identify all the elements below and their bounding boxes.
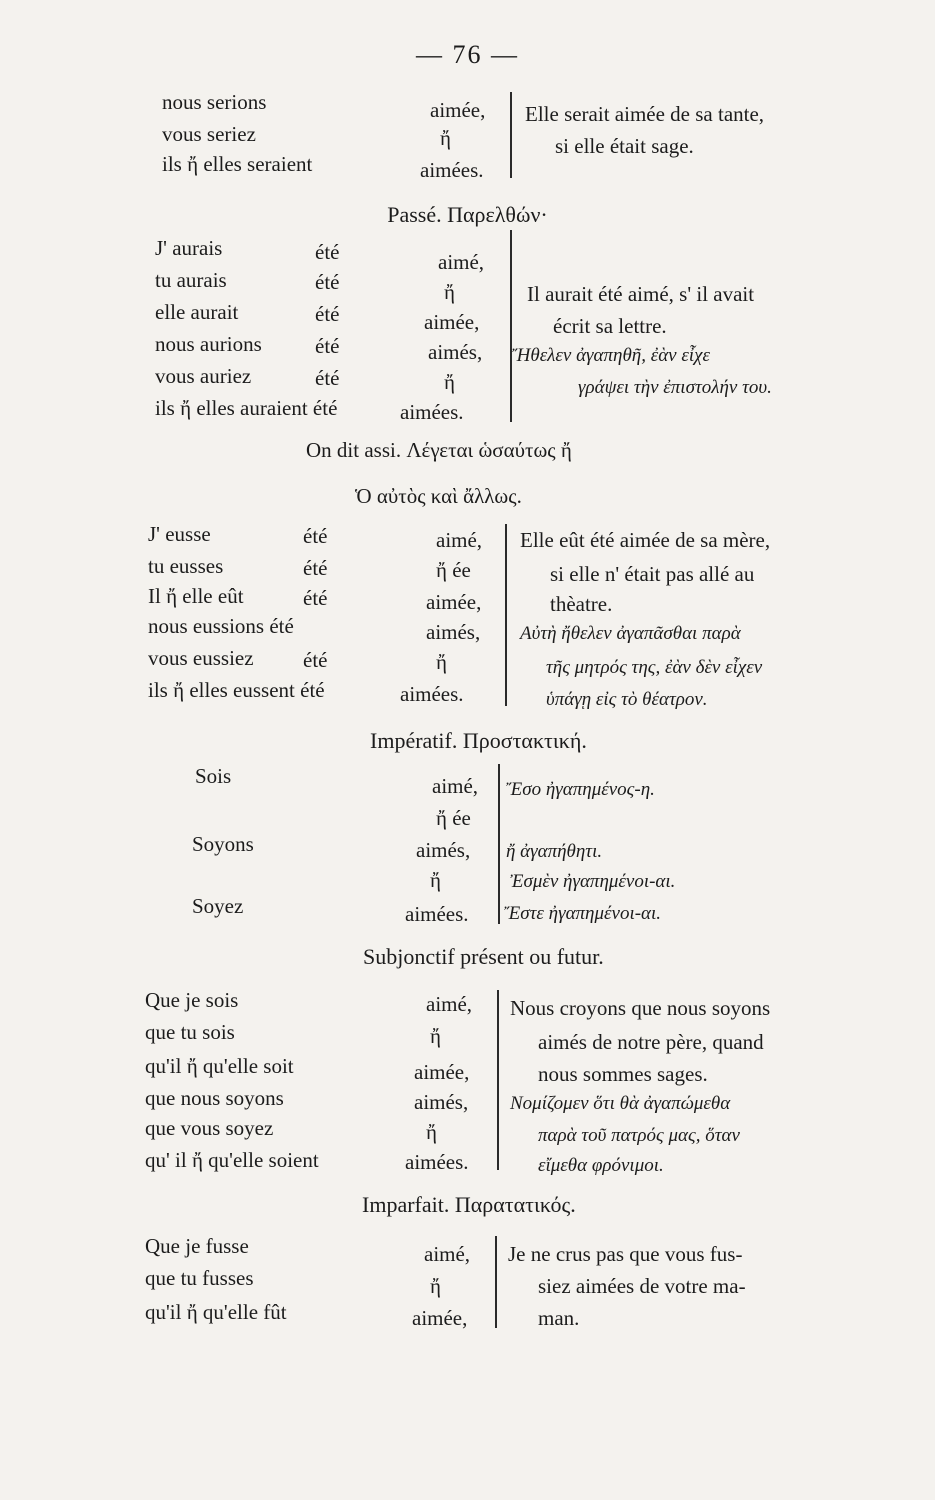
s4-example-3: ἤ ἀγαπήθητι.: [506, 841, 603, 862]
s6-heading: Imparfait. Παρατατικός.: [362, 1192, 576, 1217]
s5-participle-1: aimé,: [426, 992, 473, 1016]
s3-aux-2: été: [303, 556, 328, 580]
s4-subject-5: Soyez: [192, 894, 244, 918]
s3-subject-5: vous eussiez: [148, 646, 254, 670]
s4-heading: Impératif. Προστακτική.: [370, 728, 587, 753]
s3-subject-3: Il ἤ elle eût: [148, 584, 244, 608]
s2-example-1: Il aurait été aimé, s' il avait: [527, 282, 755, 306]
s3-participle-2: ἤ ée: [436, 558, 471, 582]
s6-participle-1: aimé,: [424, 1242, 471, 1266]
s2-participle-5: ἤ: [444, 370, 455, 394]
s2-aux-4: été: [315, 334, 340, 358]
s3-heading-1: On dit assi. Λέγεται ὡσαύτως ἤ: [306, 438, 572, 462]
s2-aux-3: été: [315, 302, 340, 326]
s4-participle-2: ἤ ée: [436, 806, 471, 830]
s3-subject-2: tu eusses: [148, 554, 224, 578]
s2-subject-4: nous aurions: [155, 332, 262, 356]
s3-subject-4: nous eussions été: [148, 614, 294, 638]
s3-aux-5: été: [303, 648, 328, 672]
s4-participle-1: aimé,: [432, 774, 479, 798]
s5-subject-3: qu'il ἤ qu'elle soit: [145, 1054, 294, 1078]
s2-subject-3: elle aurait: [155, 300, 239, 324]
s5-example-2: aimés de notre père, quand: [538, 1030, 764, 1054]
s2-participle-6: aimées.: [400, 400, 464, 424]
s4-example-5: Ἔστε ἠγαπημένοι-αι.: [504, 903, 662, 924]
s3-aux-1: été: [303, 524, 328, 548]
s6-subject-2: que tu fusses: [145, 1266, 254, 1290]
s5-participle-3: aimée,: [414, 1060, 470, 1084]
s3-participle-5: ἤ: [436, 650, 447, 674]
s6-example-3: man.: [538, 1306, 580, 1330]
s5-example-5: παρὰ τοῦ πατρός μας, ὅταν: [538, 1125, 740, 1146]
s6-example-1: Je ne crus pas que vous fus-: [508, 1242, 743, 1266]
s5-example-6: εἴμεθα φρόνιμοι.: [538, 1155, 664, 1176]
column-divider: [510, 230, 512, 422]
s4-participle-4: ἤ: [430, 868, 441, 892]
s2-example-3: Ἤθελεν ἀγαπηθῆ, ἐὰν εἶχε: [512, 345, 710, 366]
s1-subject-3: ils ἤ elles seraient: [162, 152, 313, 176]
s4-subject-1: Sois: [195, 764, 232, 788]
s5-heading: Subjonctif présent ou futur.: [363, 944, 604, 969]
s5-example-1: Nous croyons que nous soyons: [510, 996, 771, 1020]
s6-example-2: siez aimées de votre ma-: [538, 1274, 746, 1298]
s3-subject-1: J' eusse: [148, 522, 211, 546]
s5-participle-4: aimés,: [414, 1090, 469, 1114]
s1-subject-2: vous seriez: [162, 122, 256, 146]
s4-participle-5: aimées.: [405, 902, 469, 926]
s2-aux-5: été: [315, 366, 340, 390]
s3-participle-3: aimée,: [426, 590, 482, 614]
s3-example-2: si elle n' était pas allé au: [550, 562, 755, 586]
s3-participle-6: aimées.: [400, 682, 464, 706]
s2-heading: Passé. Παρελθών·: [387, 202, 548, 227]
s1-participle-1: aimée,: [430, 98, 486, 122]
s2-participle-2: ἤ: [444, 280, 455, 304]
s1-participle-3: aimées.: [420, 158, 484, 182]
s6-subject-1: Que je fusse: [145, 1234, 249, 1258]
column-divider: [510, 92, 512, 178]
s4-example-4: Ἐσμὲν ἠγαπημένοι-αι.: [510, 871, 676, 892]
s3-example-3: thèatre.: [550, 592, 613, 616]
s2-example-2: écrit sa lettre.: [553, 314, 667, 338]
s3-example-1: Elle eût été aimée de sa mère,: [520, 528, 771, 552]
s2-subject-2: tu aurais: [155, 268, 227, 292]
s1-example-2: si elle était sage.: [555, 134, 694, 158]
s3-participle-4: aimés,: [426, 620, 481, 644]
s2-subject-1: J' aurais: [155, 236, 223, 260]
s2-subject-5: vous auriez: [155, 364, 252, 388]
s5-subject-2: que tu sois: [145, 1020, 235, 1044]
s4-example-1: Ἔσο ἠγαπημένος-η.: [506, 779, 655, 800]
s5-subject-4: que nous soyons: [145, 1086, 284, 1110]
s4-participle-3: aimés,: [416, 838, 471, 862]
s6-participle-2: ἤ: [430, 1274, 441, 1298]
column-divider: [505, 524, 507, 706]
s3-example-5: τῆς μητρός της, ἐὰν δὲν εἶχεν: [546, 657, 763, 678]
s2-aux-2: été: [315, 270, 340, 294]
s5-subject-1: Que je sois: [145, 988, 239, 1012]
s3-heading-2: Ὁ αὐτὸς καὶ ἄλλως.: [355, 484, 522, 508]
s5-participle-2: ἤ: [430, 1024, 441, 1048]
s3-example-4: Αὐτὴ ἤθελεν ἀγαπᾶσθαι παρὰ: [520, 623, 741, 644]
column-divider: [495, 1236, 497, 1328]
s6-subject-3: qu'il ἤ qu'elle fût: [145, 1300, 287, 1324]
column-divider: [497, 990, 499, 1170]
s2-subject-6: ils ἤ elles auraient été: [155, 396, 338, 420]
s2-participle-4: aimés,: [428, 340, 483, 364]
s1-subject-1: nous serions: [162, 90, 267, 114]
column-divider: [498, 764, 500, 924]
page-number: — 76 —: [416, 40, 519, 69]
s1-example-1: Elle serait aimée de sa tante,: [525, 102, 765, 126]
s5-subject-6: qu' il ἤ qu'elle soient: [145, 1148, 319, 1172]
s2-participle-3: aimée,: [424, 310, 480, 334]
s1-participle-2: ἤ: [440, 126, 451, 150]
s6-participle-3: aimée,: [412, 1306, 468, 1330]
s5-participle-6: aimées.: [405, 1150, 469, 1174]
s2-aux-1: été: [315, 240, 340, 264]
s3-example-6: ὑπάγῃ εἰς τὸ θέατρον.: [546, 689, 708, 710]
s2-participle-1: aimé,: [438, 250, 485, 274]
s2-example-4: γράψει τὴν ἐπιστολήν του.: [578, 377, 772, 398]
s5-subject-5: que vous soyez: [145, 1116, 274, 1140]
s5-participle-5: ἤ: [426, 1120, 437, 1144]
s5-example-3: nous sommes sages.: [538, 1062, 708, 1086]
s3-participle-1: aimé,: [436, 528, 483, 552]
s5-example-4: Νομίζομεν ὅτι θὰ ἀγαπώμεθα: [510, 1093, 731, 1114]
s3-aux-3: été: [303, 586, 328, 610]
s4-subject-3: Soyons: [192, 832, 254, 856]
s3-subject-6: ils ἤ elles eussent été: [148, 678, 325, 702]
